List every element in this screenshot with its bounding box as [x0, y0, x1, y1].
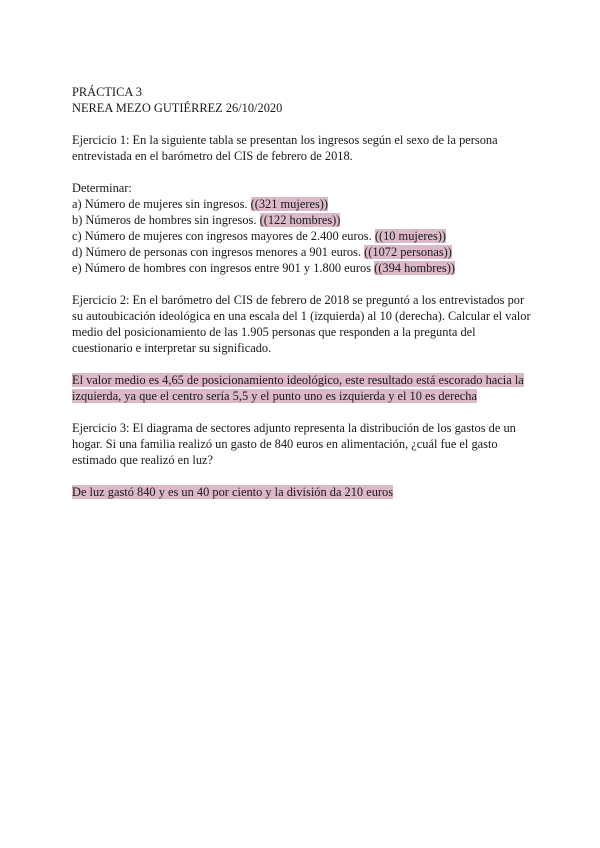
answer-line	[72, 388, 532, 404]
exercise-3-line-2: hogar. Si una familia realizó un gasto de 840 euros en alimentación, ¿cuál fue el gasto	[72, 437, 498, 451]
exercise-3-answer-text: De luz gastó 840 y es un 40 por ciento y la división da 210 euros	[72, 485, 394, 499]
list-item	[72, 260, 532, 276]
exercise-3-line-1: Ejercicio 3: El diagrama de sectores adjunto representa la distribución de los gastos de un	[72, 421, 516, 435]
exercise-3-question	[72, 420, 532, 468]
answer-line	[72, 484, 532, 500]
header	[72, 84, 532, 116]
item-question: e) Número de hombres con ingresos entre 901 y 1.800 euros	[72, 261, 372, 275]
determinar-label: Determinar:	[72, 181, 132, 195]
item-question: c) Número de mujeres con ingresos mayores de 2.400 euros.	[72, 229, 372, 243]
list-item	[72, 196, 532, 212]
list-item	[72, 244, 532, 260]
exercise-2-line-3: medio del posicionamiento de las 1.905 personas que responden a la pregunta del	[72, 325, 476, 339]
document-title: PRÁCTICA 3	[72, 85, 142, 99]
exercise-1-list	[72, 180, 532, 276]
exercise-2-line-1: Ejercicio 2: En el barómetro del CIS de febrero de 2018 se preguntó a los entrevistados por	[72, 293, 525, 307]
item-answer-highlight: ((10 mujeres))	[374, 229, 447, 243]
list-item	[72, 228, 532, 244]
item-answer-highlight: ((1072 personas))	[364, 245, 452, 259]
answer-line	[72, 372, 532, 388]
item-answer-highlight: ((394 hombres))	[374, 261, 456, 275]
item-answer-highlight: ((321 mujeres))	[250, 197, 329, 211]
item-question: d) Número de personas con ingresos menores a 901 euros.	[72, 245, 362, 259]
author-date-line: NEREA MEZO GUTIÉRREZ 26/10/2020	[72, 101, 283, 115]
exercise-1-line-2: entrevistada en el barómetro del CIS de febrero de 2018.	[72, 149, 353, 163]
exercise-2-answer-line-1: El valor medio es 4,65 de posicionamiento ideológico, este resultado está escorado hacia la	[72, 373, 524, 387]
exercise-3-answer	[72, 484, 532, 500]
document-page	[72, 84, 532, 516]
exercise-3-line-3: estimado que realizó en luz?	[72, 453, 214, 467]
list-item	[72, 212, 532, 228]
item-answer-highlight: ((122 hombres))	[259, 213, 341, 227]
item-question: b) Números de hombres sin ingresos.	[72, 213, 257, 227]
exercise-2-answer	[72, 372, 532, 404]
exercise-2-question	[72, 292, 532, 356]
exercise-2-line-4: cuestionario e interpretar su significado.	[72, 341, 272, 355]
exercise-2-answer-line-2: izquierda, ya que el centro sería 5,5 y el punto uno es izquierda y el 10 es derecha	[72, 389, 477, 403]
exercise-1-line-1: Ejercicio 1: En la siguiente tabla se presentan los ingresos según el sexo de la persona	[72, 133, 498, 147]
exercise-2-line-2: su autoubicación ideológica en una escala del 1 (izquierda) al 10 (derecha). Calcular el valor	[72, 309, 531, 323]
item-question: a) Número de mujeres sin ingresos.	[72, 197, 248, 211]
exercise-1-intro	[72, 132, 532, 164]
